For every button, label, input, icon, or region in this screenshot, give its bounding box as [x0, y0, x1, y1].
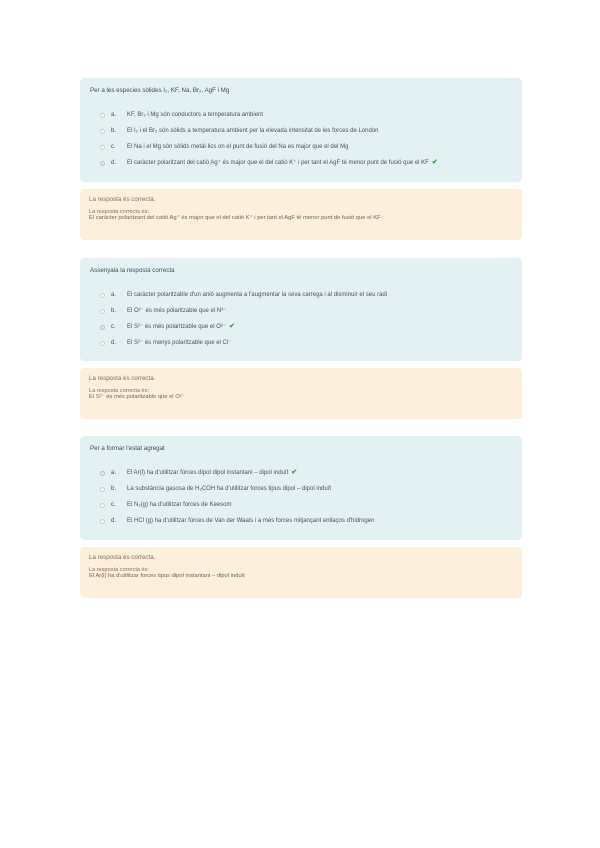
answer-options	[100, 287, 512, 351]
option-a[interactable]: a. KF, Br₂ i Mg són conductors a temperatura ambient	[100, 107, 512, 123]
correct-answer-label: La resposta correcta és:	[89, 567, 150, 573]
radio-icon[interactable]	[100, 325, 105, 330]
correct-answer-text: El S²⁻ és més polaritzable que el O²⁻	[89, 394, 185, 400]
feedback-card-2	[80, 368, 522, 419]
question-text: Per a les especies sòlides I₂, KF, Na, Br₂, AgF i Mg	[90, 87, 230, 94]
radio-icon[interactable]	[100, 161, 105, 166]
feedback-card-1	[80, 189, 522, 240]
radio-icon[interactable]	[100, 293, 105, 298]
option-d[interactable]: d. El caràcter polaritzant del catió Ag⁺ és major que el del catió K⁺ i per tant el AgF té menor punt de fusió que el KF ✔	[100, 155, 512, 171]
option-b[interactable]: b. El O²⁻ és més polaritzable que el N³⁻	[100, 303, 512, 319]
option-c[interactable]: c. El S²⁻ és més polaritzable que el O²⁻ ✔	[100, 319, 512, 335]
correct-answer-label: La resposta correcta és:	[89, 209, 150, 215]
correct-answer-text: El Ar(l) ha d'utilitzar forces tipus dipol instantani – dipol induït	[89, 573, 245, 579]
option-b[interactable]: b. El I₂ i el Br₂ són sòlids a temperatura ambient per la elevada intensitat de les forces de London	[100, 123, 512, 139]
radio-icon[interactable]	[100, 503, 105, 508]
option-a[interactable]: a. El Ar(l) ha d'utilitzar forces dipol dipol instantani – dipol induït ✔	[100, 465, 512, 481]
option-c[interactable]: c. El Na i el Mg són sòlids metàl·lics on el punt de fusió del Na es major que el del Mg	[100, 139, 512, 155]
option-c[interactable]: c. El N₂(g) ha d'utilitzar forces de Keesom	[100, 497, 512, 513]
answer-options	[100, 107, 512, 171]
radio-icon[interactable]	[100, 145, 105, 150]
radio-icon[interactable]	[100, 113, 105, 118]
check-icon: ✔	[291, 469, 298, 476]
correct-answer-label: La resposta correcta és:	[89, 388, 150, 394]
radio-icon[interactable]	[100, 129, 105, 134]
option-d[interactable]: d. El HCl (g) ha d'utilitzar forces de Van der Waals i a més forces mitjançant enllaços d'hidrogen	[100, 513, 512, 529]
check-icon: ✔	[229, 323, 235, 330]
question-text: Assenyala la resposta correcta	[90, 267, 175, 274]
option-d[interactable]: d. El S²⁻ és menys polaritzable que el Cl⁻	[100, 335, 512, 351]
radio-icon[interactable]	[100, 487, 105, 492]
radio-icon[interactable]	[100, 519, 105, 524]
option-a[interactable]: a. El caràcter polaritzable d'un anió augmenta a l'augmentar la seva carrega i al disminuir el seu radi	[100, 287, 512, 303]
radio-icon[interactable]	[100, 309, 105, 314]
question-card-2	[80, 258, 522, 361]
question-card-3	[80, 436, 522, 540]
correct-answer-text: El caràcter polaritzant del catió Ag⁺ és major que el del catió K⁺ i per tant el AgF té menor punt de fusió que el KF	[89, 215, 381, 221]
feedback-status: La resposta és correcta.	[89, 196, 156, 203]
radio-icon[interactable]	[100, 341, 105, 346]
option-b[interactable]: b. La substància gasosa de H₃COH ha d'utilitzar forces tipus dipol – dipol induït	[100, 481, 512, 497]
answer-options	[100, 465, 512, 529]
feedback-status: La resposta és correcta.	[89, 375, 156, 382]
feedback-status: La resposta és correcta.	[89, 554, 156, 561]
feedback-card-3	[80, 547, 522, 598]
radio-icon[interactable]	[100, 471, 105, 476]
check-icon: ✔	[431, 159, 438, 166]
question-card-1	[80, 78, 522, 182]
question-text: Per a formar l'estat agregat	[90, 445, 165, 452]
